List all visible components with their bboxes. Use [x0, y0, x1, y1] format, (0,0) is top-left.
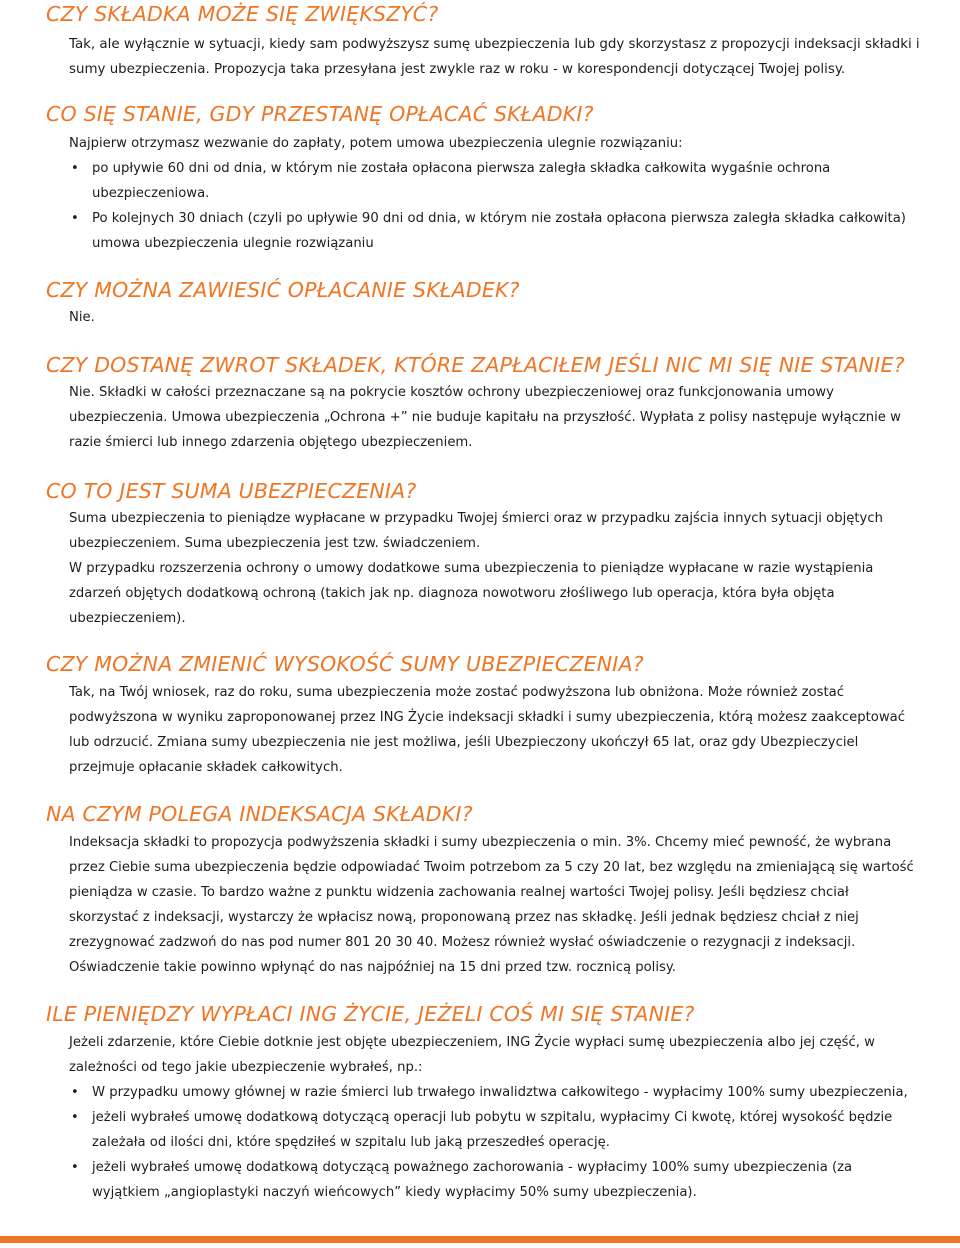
list-item-text: jeżeli wybrałeś umowę dodatkową dotyczącą poważnego zachorowania - wypłacimy 100% sumy ubezpieczenia (za wyjątkiem „angioplastyki naczyń wieńcowych” kiedy wypłacimy 50% sumy ubezpieczenia).: [92, 1160, 853, 1200]
section-heading: CZY MOŻNA ZAWIESIĆ OPŁACANIE SKŁADEK?: [46, 278, 520, 302]
list-item: [69, 1155, 920, 1205]
section-heading: CZY DOSTANĘ ZWROT SKŁADEK, KTÓRE ZAPŁACIŁEM JEŚLI NIC MI SIĘ NIE STANIE?: [46, 353, 905, 377]
section-paragraph: Jeżeli zdarzenie, które Ciebie dotknie jest objęte ubezpieczeniem, ING Życie wypłaci sumę ubezpieczenia albo jej część, w zależności od tego jakie ubezpieczenie wybrałeś, np.:: [69, 1035, 875, 1075]
section-heading: NA CZYM POLEGA INDEKSACJA SKŁADKI?: [46, 802, 473, 826]
section-heading: CZY MOŻNA ZMIENIĆ WYSOKOŚĆ SUMY UBEZPIECZENIA?: [46, 652, 644, 676]
section-paragraph: Nie. Składki w całości przeznaczane są na pokrycie kosztów ochrony ubezpieczeniowej oraz funkcjonowania umowy ubezpieczenia. Umowa ubezpieczenia „Ochrona +” nie buduje kapitału na przyszłość. Wypłata z polisy następuje wyłącznie w razie śmierci lub innego zdarzenia objętego ubezpieczeniem.: [69, 385, 901, 450]
list-item: [69, 1080, 920, 1105]
bullet-icon: •: [71, 1110, 79, 1125]
bullet-icon: •: [71, 161, 79, 176]
section-heading: CZY SKŁADKA MOŻE SIĘ ZWIĘKSZYĆ?: [46, 2, 439, 26]
section-heading: CO SIĘ STANIE, GDY PRZESTANĘ OPŁACAĆ SKŁADKI?: [46, 102, 594, 126]
section-heading: CO TO JEST SUMA UBEZPIECZENIA?: [46, 479, 417, 503]
list-item: [69, 1105, 920, 1155]
section-paragraph: Nie.: [69, 310, 95, 325]
bullet-icon: •: [71, 1160, 79, 1175]
section-paragraph: Najpierw otrzymasz wezwanie do zapłaty, potem umowa ubezpieczenia ulegnie rozwiązaniu:: [69, 136, 683, 151]
list-item-text: jeżeli wybrałeś umowę dodatkową dotyczącą operacji lub pobytu w szpitalu, wypłacimy Ci kwotę, której wysokość będzie zależała od ilości dni, które spędziłeś w szpitalu lub jaką przeszedłeś operację.: [92, 1110, 893, 1150]
section-heading: ILE PIENIĘDZY WYPŁACI ING ŻYCIE, JEŻELI COŚ MI SIĘ STANIE?: [46, 1002, 695, 1026]
list-item: [69, 156, 920, 206]
section-paragraph: Indeksacja składki to propozycja podwyższenia składki i sumy ubezpieczenia o min. 3%. Chcemy mieć pewność, że wybrana przez Ciebie suma ubezpieczenia będzie odpowiadać Twoim potrzebom za 5 czy 20 lat, bez względu na zmieniającą się wartość pieniądza w czasie. To bardzo ważne z punktu widzenia zachowania realnej wartości Twojej polisy. Jeśli będziesz chciał skorzystać z indeksacji, wystarczy że wpłacisz nową, proponowaną przez nas składkę. Jeśli jednak będziesz chciał z niej zrezygnować zadzwoń do nas pod numer 801 20 30 40. Możesz również wysłać oświadczenie o rezygnacji z indeksacji. Oświadczenie takie powinno wpłynąć do nas najpóźniej na 15 dni przed tzw. rocznicą polisy.: [69, 835, 914, 975]
list-item-text: po upływie 60 dni od dnia, w którym nie została opłacona pierwsza zaległa składka całkowita wygaśnie ochrona ubezpieczeniowa.: [92, 161, 831, 201]
bullet-icon: •: [71, 1085, 79, 1100]
footer-rule: [0, 1236, 960, 1243]
bullet-icon: •: [71, 211, 79, 226]
bullet-list: [69, 156, 920, 256]
section-paragraph: Tak, ale wyłącznie w sytuacji, kiedy sam podwyższysz sumę ubezpieczenia lub gdy skorzystasz z propozycji indeksacji składki i sumy ubezpieczenia. Propozycja taka przesyłana jest zwykle raz w roku - w korespondencji dotyczącej Twojej polisy.: [69, 37, 920, 77]
bullet-list: [69, 1080, 920, 1205]
list-item: [69, 206, 920, 256]
list-item-text: W przypadku umowy głównej w razie śmierci lub trwałego inwalidztwa całkowitego - wypłacimy 100% sumy ubezpieczenia,: [92, 1085, 908, 1100]
section-paragraph: W przypadku rozszerzenia ochrony o umowy dodatkowe suma ubezpieczenia to pieniądze wypłacane w razie wystąpienia zdarzeń objętych dodatkową ochroną (takich jak np. diagnoza nowotworu złośliwego lub operacja, która była objęta ubezpieczeniem).: [69, 561, 874, 626]
section-paragraph: Suma ubezpieczenia to pieniądze wypłacane w przypadku Twojej śmierci oraz w przypadku zajścia innych sytuacji objętych ubezpieczeniem. Suma ubezpieczenia jest tzw. świadczeniem.: [69, 511, 883, 551]
section-paragraph: Tak, na Twój wniosek, raz do roku, suma ubezpieczenia może zostać podwyższona lub obniżona. Może również zostać podwyższona w wyniku zaproponowanej przez ING Życie indeksacji składki i sumy ubezpieczenia, którą możesz zaakceptować lub odrzucić. Zmiana sumy ubezpieczenia nie jest możliwa, jeśli Ubezpieczony ukończył 65 lat, oraz gdy Ubezpieczyciel przejmuje opłacanie składek całkowitych.: [69, 685, 905, 775]
list-item-text: Po kolejnych 30 dniach (czyli po upływie 90 dni od dnia, w którym nie została opłacona pierwsza zaległa składka całkowita) umowa ubezpieczenia ulegnie rozwiązaniu: [92, 211, 906, 251]
